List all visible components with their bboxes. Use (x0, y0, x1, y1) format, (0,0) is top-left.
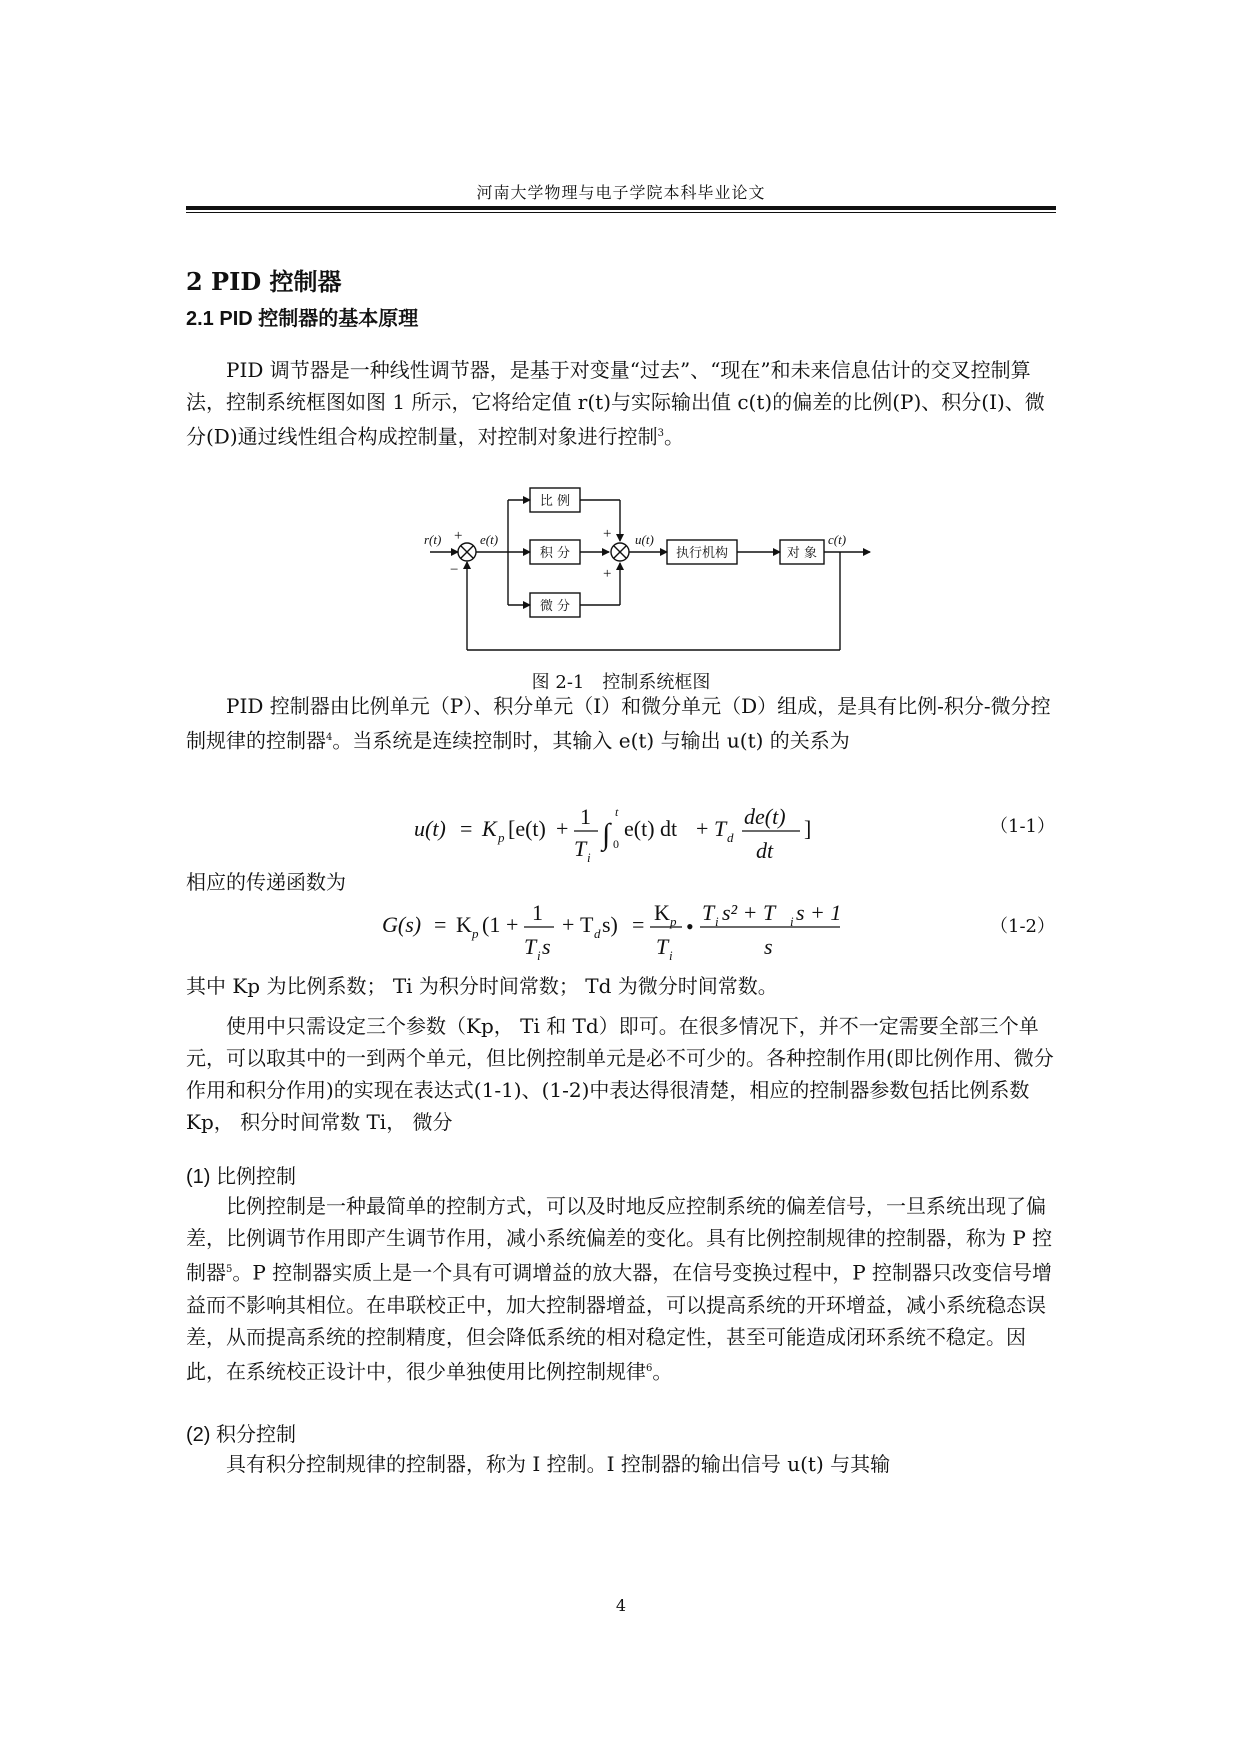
signal-c: c(t) (828, 532, 847, 547)
eq1-kp-sub: p (498, 830, 505, 845)
paragraph-4-text: 其中 Kp 为比例系数； Ti 为积分时间常数； Td 为微分时间常数。 (186, 974, 778, 998)
reference-6: 6 (646, 1362, 653, 1374)
eq2-num2-sub2: i (790, 914, 794, 929)
eq2-den2: s (764, 934, 773, 959)
eq2-num2-t: T (702, 900, 715, 925)
eq2-den-sub: i (537, 948, 541, 963)
chapter-title: 2 PID 控制器 (186, 267, 342, 296)
eq1-one: 1 (580, 804, 591, 829)
paragraph-2-end: 。当系统是连续控制时，其输入 e(t) 与输出 u(t) 的关系为 (332, 728, 850, 753)
paragraph-7 (186, 1448, 1058, 1480)
eq2-dot: • (686, 914, 694, 939)
subheading-proportional-control: (1) 比例控制 (186, 1166, 296, 1188)
eq1-ti: T (574, 836, 587, 861)
paragraph-1 (186, 354, 1058, 453)
sign-minus-1: − (450, 562, 459, 578)
paragraph-4 (186, 970, 1058, 1002)
section-title: 2.1 PID 控制器的基本原理 (186, 308, 419, 330)
equation-1-2-svg (382, 898, 842, 964)
eq2-frac-den: T (656, 934, 669, 959)
sign-plus-1: + (454, 528, 463, 544)
eq1-open: [e(t) (508, 816, 546, 841)
equation-1-1-svg (414, 802, 834, 866)
reference-4: 4 (326, 732, 333, 743)
reference-5: 5 (226, 1264, 233, 1275)
sign-plus-2: + (603, 526, 612, 542)
eq2-td-sub: d (594, 926, 601, 941)
signal-e: e(t) (480, 532, 499, 547)
eq1-dt: dt (756, 838, 774, 863)
equation-1-2-number: （1-2） (990, 916, 1055, 937)
subheading-integral-control: (2) 积分控制 (186, 1424, 296, 1446)
eq2-equals: = (434, 912, 447, 937)
header-rule-thin (186, 212, 1056, 213)
eq2-frac-den-sub: i (669, 948, 673, 963)
paragraph-6-end: 。 (652, 1359, 673, 1384)
header-rule-thick (186, 206, 1056, 210)
sign-plus-3: + (603, 566, 612, 582)
label-integral: 积 分 (539, 546, 571, 561)
paragraph-3 (186, 866, 1058, 898)
figure-caption: 图 2-1 控制系统框图 (531, 672, 711, 693)
eq2-td-s: s) (602, 912, 618, 937)
eq2-plus-1: + (506, 912, 519, 937)
running-header: 河南大学物理与电子学院本科毕业论文 (476, 183, 766, 202)
eq2-kp: K (456, 912, 472, 937)
eq2-open: (1 (482, 912, 501, 937)
eq1-plus-2: + (696, 816, 709, 841)
eq2-one: 1 (532, 900, 543, 925)
label-derivative: 微 分 (539, 599, 571, 614)
eq1-plus-1: + (556, 816, 569, 841)
paragraph-5 (186, 1010, 1058, 1138)
paragraph-6 (186, 1190, 1058, 1387)
eq2-lhs: G(s) (382, 912, 422, 937)
label-proportional: 比 例 (539, 494, 571, 509)
paragraph-1-end: 。 (664, 424, 685, 449)
eq1-td: T (714, 816, 727, 841)
eq2-num2-tail: s² + T (722, 900, 776, 925)
eq1-equals: = (460, 816, 473, 841)
eq1-int-upper: t (615, 805, 619, 819)
eq1-close: ] (804, 816, 812, 841)
paragraph-5-text: 使用中只需设定三个参数（Kp， Ti 和 Td）即可。在很多情况下，并不一定需要全部三个单元，可以取其中的一到两个单元，但比例控制单元是必不可少的。各种控制作用(即比例作用、微分作用和积分作用)的实现在表达式(1-1)、(1-2)中表达得很清楚，相应的控制器参数包括比例系数 Kp， 积分时间常数 Ti， 微分 (186, 1014, 1054, 1134)
control-system-block-diagram (420, 480, 940, 660)
eq1-ti-sub: i (587, 850, 591, 865)
eq1-integral: ∫ (602, 818, 611, 851)
reference-3: 3 (657, 428, 665, 439)
paragraph-7-text: 具有积分控制规律的控制器，称为 I 控制。I 控制器的输出信号 u(t) 与其输 (226, 1452, 891, 1476)
eq2-plus-2: + (562, 912, 575, 937)
paragraph-1-text: PID 调节器是一种线性调节器，是基于对变量“过去”、“现在”和未来信息估计的交叉控制算法，控制系统框图如图 1 所示，它将给定值 r(t)与实际输出值 c(t)的偏差的比例(P)、积分(I)、微分(D)通过线性组合构成控制量，对控制对象进行控制 (186, 358, 1045, 449)
eq1-td-sub: d (727, 830, 734, 845)
page-number: 4 (615, 1596, 627, 1615)
label-actuator: 执行机构 (675, 546, 729, 561)
paragraph-6-mid: 。P 控制器实质上是一个具有可调增益的放大器，在信号变换过程中，P 控制器只改变信号增益而不影响其相位。在串联校正中，加大控制器增益，可以提高系统的开环增益，减小系统稳态误差，从而提高系统的控制精度，但会降低系统的相对稳定性，甚至可能造成闭环系统不稳定。因此，在系统校正设计中，很少单独使用比例控制规律 (186, 1260, 1053, 1384)
eq1-int-lower: 0 (613, 837, 619, 851)
eq2-frac-num: K (654, 900, 670, 925)
eq2-den-t: T (524, 934, 537, 959)
paragraph-2-text: PID 控制器由比例单元（P）、积分单元（I）和微分单元（D）组成，是具有比例-积分-微分控制规律的控制器 (186, 694, 1051, 753)
eq2-frac-num-sub: p (670, 914, 677, 929)
eq2-kp-sub: p (472, 926, 479, 941)
equation-1-1-number: （1-1） (990, 816, 1055, 837)
signal-r: r(t) (424, 532, 442, 547)
eq2-td: T (580, 912, 594, 937)
eq1-de: de(t) (744, 804, 786, 829)
paragraph-2 (186, 690, 1058, 757)
equation-1-2 (382, 898, 842, 964)
paragraph-6-text: 比例控制是一种最简单的控制方式，可以及时地反应控制系统的偏差信号，一旦系统出现了偏差，比例调节作用即产生调节作用，减小系统偏差的变化。具有比例控制规律的控制器，称为 P 控制器 (186, 1194, 1053, 1285)
eq1-integrand: e(t) dt (624, 816, 678, 841)
paragraph-3-text: 相应的传递函数为 (186, 870, 346, 894)
equation-1-1 (414, 802, 834, 866)
eq1-kp: K (482, 816, 497, 841)
eq2-num2-tail2: s + 1 (796, 900, 842, 925)
eq1-lhs: u(t) (414, 816, 446, 841)
eq2-equals-2: = (632, 912, 645, 937)
label-plant: 对 象 (786, 546, 818, 561)
eq2-den-s: s (542, 934, 551, 959)
eq2-num2-sub: i (715, 914, 719, 929)
signal-u: u(t) (635, 532, 654, 547)
